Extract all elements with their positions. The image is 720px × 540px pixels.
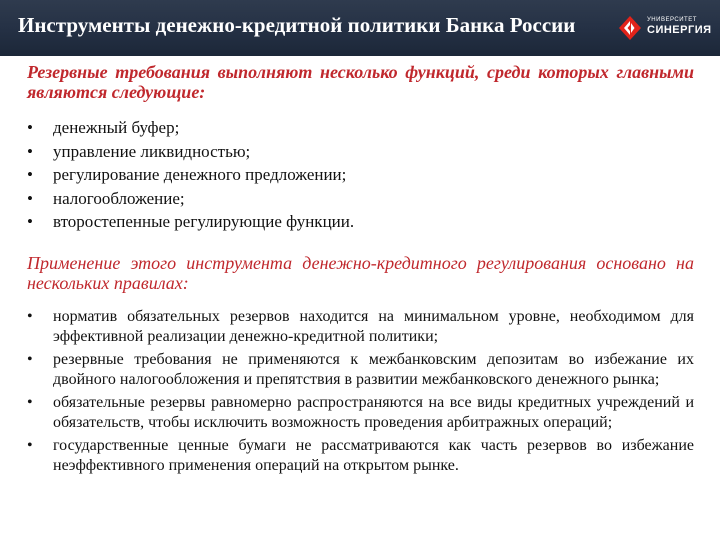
list-item-text: налогообложение; [53,188,185,208]
list-item-text: государственные ценные бумаги не рассматриваются как часть резервов во избежание неэффективного применения операций на открытом рынке. [53,437,694,474]
list-item [27,436,694,476]
bullet: • [27,351,33,368]
list-item-text: норматив обязательных резервов находится на минимальном уровне, необходимом для эффективной реализации денежно-кредитной политики; [53,308,694,345]
bullet: • [27,437,33,454]
logo-subtitle: УНИВЕРСИТЕТ [647,17,697,23]
list-item-text: резервные требования не применяются к межбанковским депозитам во избежание их двойного налогообложения и препятствия в развитии межбанковского денежного рынка; [53,351,694,388]
list-item-text: обязательные резервы равномерно распространяются на все виды кредитных учреждений и обязательств, чтобы исключить возможность проведения арбитражных операций; [53,394,694,431]
list-item [27,393,694,433]
list-item-text: управление ликвидностью; [53,141,251,161]
list-item [27,350,694,390]
header-bar [0,0,720,56]
bullet: • [27,308,33,325]
logo-name: СИНЕРГИЯ [647,24,712,36]
bullet: • [27,118,33,137]
list-item-text: денежный буфер; [53,118,180,137]
bullet: • [27,212,33,232]
bullet: • [27,165,33,185]
list-item-text: регулирование денежного предложении; [53,165,347,185]
list-item [27,307,694,347]
bullet: • [27,394,33,411]
synergy-logo [618,15,718,43]
list-item-text: второстепенные регулирующие функции. [53,212,355,232]
slide-title: Инструменты денежно-кредитной политики Банка России [18,13,576,37]
bullet: • [27,141,33,161]
rules-list [27,307,694,479]
bullet: • [27,188,33,208]
section1-lead: Резервные требования выполняют несколько функций, среди которых главными являются следующие: [27,62,694,102]
section2-lead: Применение этого инструмента денежно-кредитного регулирования основано на нескольких правилах: [27,253,694,293]
synergy-logo-icon [618,15,642,41]
